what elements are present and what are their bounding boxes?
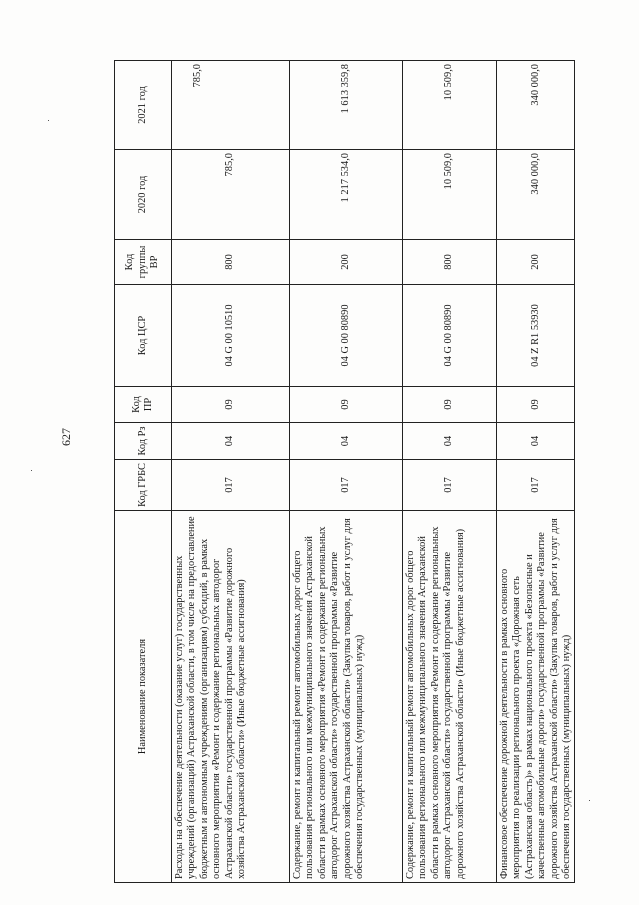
row-vr: 200 xyxy=(497,240,575,285)
header-vr: Код группы ВР xyxy=(115,240,172,285)
row-rz: 04 xyxy=(290,423,403,460)
header-name: Наименование показателя xyxy=(115,511,172,883)
row-vr: 800 xyxy=(172,240,290,285)
scan-speck xyxy=(31,470,32,471)
budget-table xyxy=(114,60,575,883)
row-grbs: 017 xyxy=(497,460,575,511)
page-number: 627 xyxy=(59,428,73,446)
table-row xyxy=(290,61,403,883)
row-pr: 09 xyxy=(172,387,290,423)
row-rz: 04 xyxy=(172,423,290,460)
row-rz: 04 xyxy=(497,423,575,460)
row-csr: 04 Z R1 53930 xyxy=(497,285,575,387)
row-rz: 04 xyxy=(403,423,497,460)
table-header-row xyxy=(115,61,172,883)
row-name: Расходы на обеспечение деятельности (оказание услуг) государственных учреждений (организаций) Астраханской области, в том числе на предоставление бюджетным и автономным учреждениям (организациям) субсидий, в рамках основного мероприятия «Ремонт и содержание региональных автодорог Астраханской области» государственной программы «Развитие дорожного хозяйства Астраханской области» (Иные бюджетные ассигнования) xyxy=(172,511,290,883)
row-csr: 04 G 00 80890 xyxy=(290,285,403,387)
header-grbs: Код ГРБС xyxy=(115,460,172,511)
row-2021: 340 000,0 xyxy=(497,61,575,150)
table-row xyxy=(497,61,575,883)
row-2021: 10 509,0 xyxy=(403,61,497,150)
scan-speck xyxy=(589,800,590,801)
row-2020: 1 217 534,0 xyxy=(290,150,403,240)
header-pr: Код ПР xyxy=(115,387,172,423)
header-csr: Код ЦСР xyxy=(115,285,172,387)
row-2020: 10 509,0 xyxy=(403,150,497,240)
row-grbs: 017 xyxy=(403,460,497,511)
row-grbs: 017 xyxy=(172,460,290,511)
header-2020: 2020 год xyxy=(115,150,172,240)
row-2021: 1 613 359,8 xyxy=(290,61,403,150)
row-name: Финансовое обеспечение дорожной деятельности в рамках основного мероприятия по реализации регионального проекта «Дорожная сеть (Астраханская область)» в рамках национального проекта «Безопасные и качественные автомобильные дороги» государственной программы «Развитие дорожного хозяйства Астраханской области» (Закупка товаров, работ и услуг для обеспечения государственных (муниципальных) нужд) xyxy=(497,511,575,883)
header-2021: 2021 год xyxy=(115,61,172,150)
row-2020: 785,0 xyxy=(172,150,290,240)
row-name: Содержание, ремонт и капитальный ремонт автомобильных дорог общего пользования регионального или межмуниципального значения Астраханской области в рамках основного мероприятия «Ремонт и содержание региональных автодорог Астраханской области» государственной программы «Развитие дорожного хозяйства Астраханской области» (Иные бюджетные ассигнования) xyxy=(403,511,497,883)
row-pr: 09 xyxy=(290,387,403,423)
row-2020: 340 000,0 xyxy=(497,150,575,240)
row-2021: 785,0 xyxy=(172,61,290,150)
header-rz: Код Рз xyxy=(115,423,172,460)
scan-speck xyxy=(48,120,49,121)
row-csr: 04 G 00 10510 xyxy=(172,285,290,387)
row-vr: 200 xyxy=(290,240,403,285)
row-pr: 09 xyxy=(403,387,497,423)
row-grbs: 017 xyxy=(290,460,403,511)
row-vr: 800 xyxy=(403,240,497,285)
row-pr: 09 xyxy=(497,387,575,423)
row-name: Содержание, ремонт и капитальный ремонт автомобильных дорог общего пользования регионального или межмуниципального значения Астраханской области в рамках основного мероприятия «Ремонт и содержание региональных автодорог Астраханской области» государственной программы «Развитие дорожного хозяйства Астраханской области» (Закупка товаров, работ и услуг для обеспечения государственных (муниципальных) нужд) xyxy=(290,511,403,883)
table-row xyxy=(403,61,497,883)
row-csr: 04 G 00 80890 xyxy=(403,285,497,387)
table-row xyxy=(172,61,290,883)
rotated-table-wrapper xyxy=(114,61,573,883)
